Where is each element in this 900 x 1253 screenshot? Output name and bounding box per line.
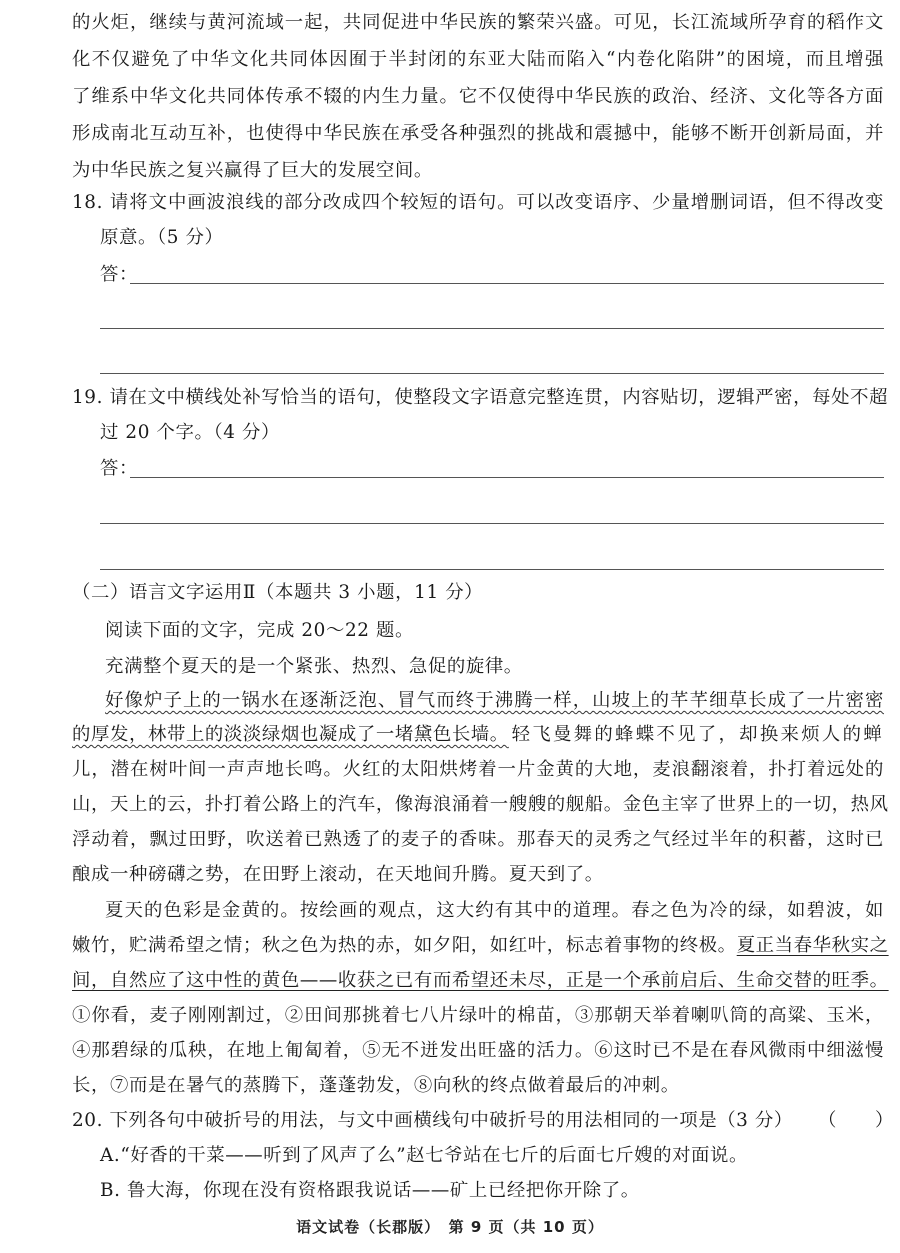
passage-line: 形成南北互动互补，也使得中华民族在承受各种强烈的挑战和震撼中，能够不断开创新局面，并 (72, 123, 884, 144)
question-19-stem: 19. 请在文中横线处补写恰当的语句，使整段文字语意完整连贯，内容贴切，逻辑严密，每处不超 (72, 387, 889, 408)
question-20-stem: 20. 下列各句中破折号的用法，与文中画横线句中破折号的用法相同的一项是（3 分） (72, 1110, 793, 1131)
passage-line: 夏天的色彩是金黄的。按绘画的观点，这大约有其中的道理。春之色为冷的绿，如碧波，如 (105, 900, 884, 921)
passage-line: 儿，潜在树叶间一声声地长鸣。火红的太阳烘烤着一片金黄的大地，麦浪翻滚着，扑打着远处的 (72, 759, 884, 780)
passage-line: 山，天上的云，扑打着公路上的汽车，像海浪涌着一艘艘的舰船。金色主宰了世界上的一切，热风 (72, 794, 889, 815)
straight-underlined-text: 夏正当春华秋实之 (736, 935, 889, 956)
passage-line: 了维系中华文化共同体传承不辍的内生力量。它不仅使得中华民族的政治、经济、文化等各方面 (72, 86, 884, 107)
passage-line (72, 722, 884, 748)
passage-line: ④那碧绿的瓜秧，在地上匍匐着，⑤无不迸发出旺盛的活力。⑥这时已不是在春风微雨中细滋慢 (72, 1040, 884, 1061)
passage-line: 酿成一种磅礴之势，在田野上滚动，在天地间升腾。夏天到了。 (72, 864, 604, 885)
answer-line[interactable] (100, 523, 884, 524)
wavy-underlined-text: 好像炉子上的一锅水在逐渐泛泡、冒气而终于沸腾一样，山坡上的芊芊细草长成了一片密密 (105, 690, 884, 711)
passage-line: 化不仅避免了中华文化共同体因囿于半封闭的东亚大陆而陷入“内卷化陷阱”的困境，而且增强 (72, 49, 884, 70)
passage-text: 轻飞曼舞的蜂蝶不见了，却换来烦人的蝉 (511, 724, 884, 745)
answer-line[interactable] (100, 569, 884, 570)
passage-line: 的火炬，继续与黄河流域一起，共同促进中华民族的繁荣兴盛。可见，长江流域所孕育的稻作文 (72, 12, 884, 33)
answer-line[interactable] (100, 328, 884, 329)
passage-line (105, 688, 884, 714)
passage-line: 长，⑦而是在暑气的蒸腾下，蓬蓬勃发，⑧向秋的终点做着最后的冲刺。 (72, 1075, 680, 1096)
question-19-stem-cont: 过 20 个字。（4 分） (100, 422, 280, 443)
answer-label: 答： (100, 264, 138, 285)
straight-underlined-text: 间，自然应了这中性的黄色——收获之已有而希望还未尽，正是一个承前启后、生命交替的旺季。 (72, 970, 889, 991)
section-title: （二）语言文字运用Ⅱ（本题共 3 小题，11 分） (72, 582, 484, 603)
passage-line: 为中华民族之复兴赢得了巨大的发展空间。 (72, 160, 433, 181)
passage-line (72, 968, 889, 994)
page-footer: 语文试卷（长郡版） 第 9 页（共 10 页） (296, 1218, 604, 1236)
question-18-stem: 18. 请将文中画波浪线的部分改成四个较短的语句。可以改变语序、少量增删词语，但不得改变 (72, 192, 884, 213)
passage-line: ①你看，麦子刚刚割过，②田间那挑着七八片绿叶的棉苗，③那朝天举着喇叭筒的高粱、玉米， (72, 1005, 884, 1026)
answer-line[interactable] (130, 477, 884, 478)
passage-line (72, 933, 889, 959)
answer-bracket[interactable]: （ ） (818, 1110, 894, 1131)
reading-instruction: 阅读下面的文字，完成 20～22 题。 (105, 620, 414, 641)
option-b[interactable]: B. 鲁大海，你现在没有资格跟我说话——矿上已经把你开除了。 (100, 1180, 640, 1201)
answer-line[interactable] (130, 283, 884, 284)
option-a[interactable]: A.“好香的干菜——听到了风声了么”赵七爷站在七斤的后面七斤嫂的对面说。 (100, 1145, 749, 1166)
wavy-underlined-text: 的厚发，林带上的淡淡绿烟也凝成了一堵黛色长墙。 (72, 724, 509, 745)
passage-text: 嫩竹，贮满希望之情；秋之色为热的赤，如夕阳，如红叶，标志着事物的终极。 (72, 935, 737, 956)
answer-line[interactable] (100, 373, 884, 374)
question-18-stem-cont: 原意。（5 分） (100, 227, 224, 248)
answer-label: 答： (100, 458, 138, 479)
passage-line: 浮动着，飘过田野，吹送着已熟透了的麦子的香味。那春天的灵秀之气经过半年的积蓄，这时已 (72, 829, 884, 850)
passage-line: 充满整个夏天的是一个紧张、热烈、急促的旋律。 (105, 656, 523, 677)
